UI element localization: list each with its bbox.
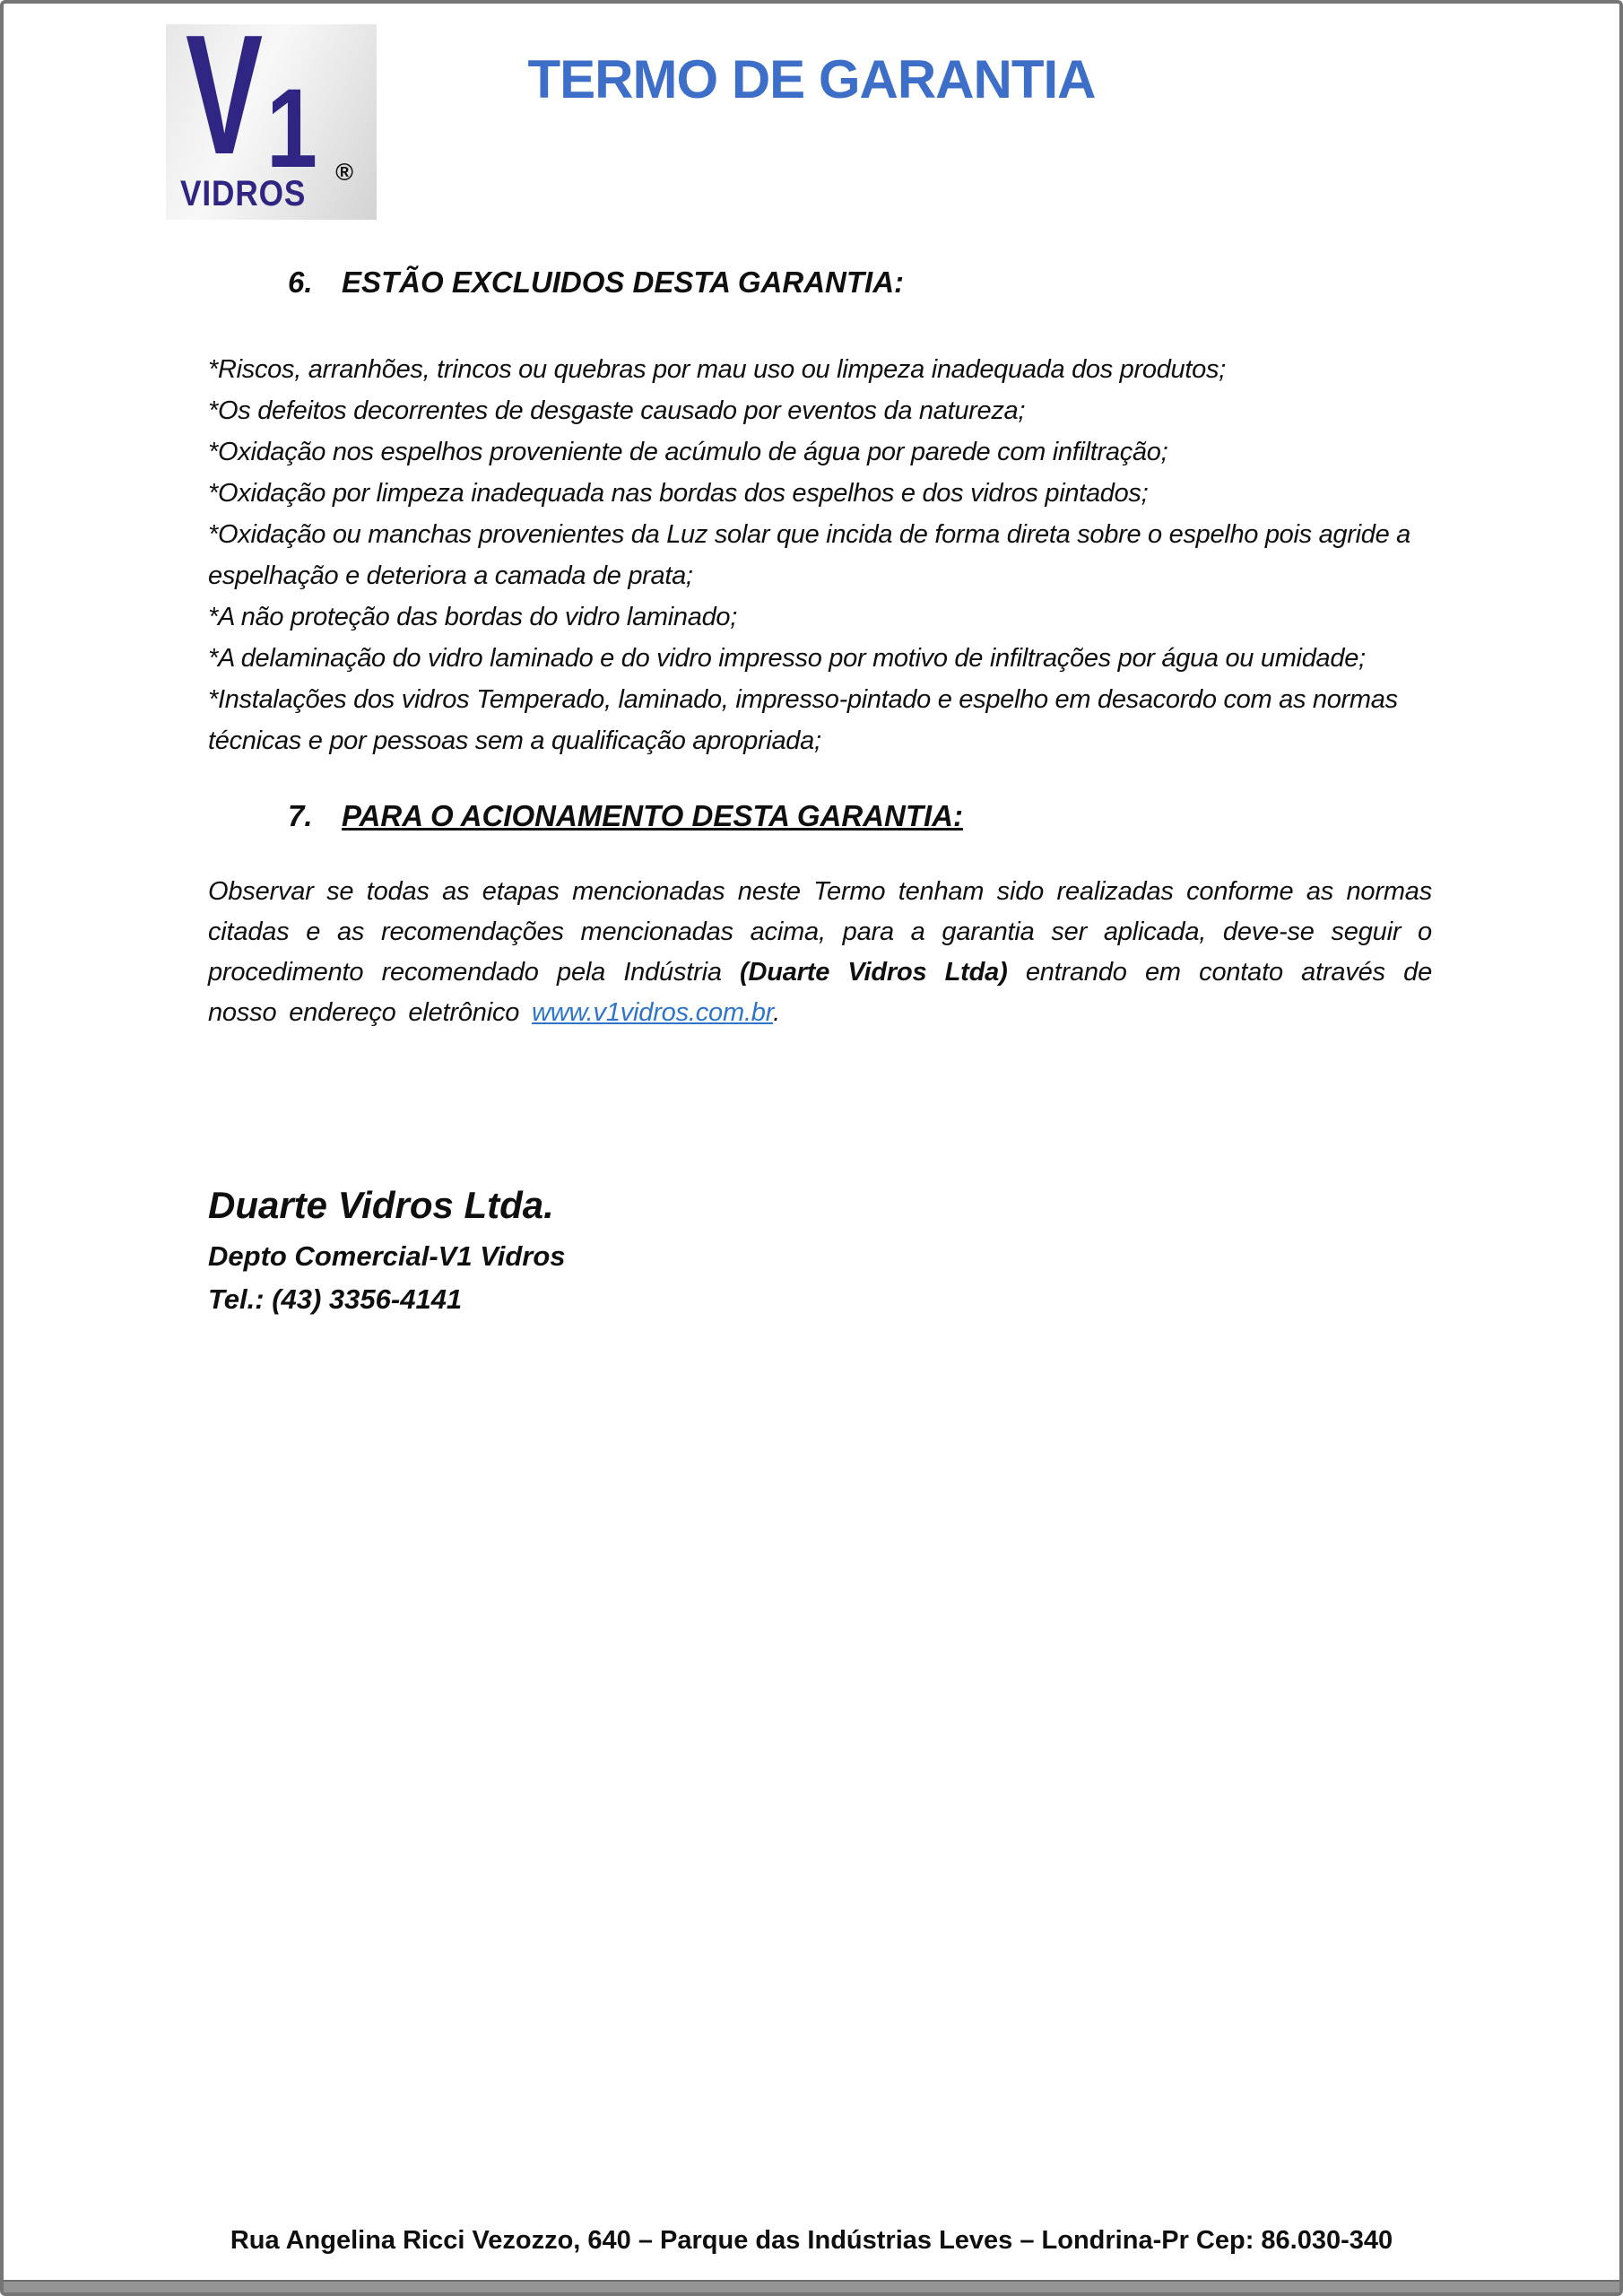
list-item: *Oxidação nos espelhos proveniente de acúmulo de água por parede com infiltração; — [208, 438, 1168, 466]
list-item: *Oxidação ou manchas provenientes da Luz solar que incida de forma direta sobre o espelho pois agride a espelhação e deteriora a camada de prata; — [208, 520, 1411, 590]
signature-block — [208, 1184, 566, 1317]
logo-v-glyph: V — [186, 0, 264, 190]
signature-company: Duarte Vidros Ltda. — [208, 1184, 554, 1226]
logo-one-glyph: 1 — [266, 66, 318, 191]
signature-dept: Depto Comercial-V1 Vidros — [208, 1240, 566, 1272]
list-item: *Os defeitos decorrentes de desgaste causado por eventos da natureza; — [208, 396, 1026, 425]
section-6-number: 6. — [288, 265, 313, 299]
list-item: *Riscos, arranhões, trincos ou quebras por mau uso ou limpeza inadequada dos produtos; — [208, 355, 1226, 384]
section-7-heading — [288, 799, 963, 833]
section-6-heading-text: ESTÃO EXCLUIDOS DESTA GARANTIA: — [342, 265, 905, 299]
list-item: *Oxidação por limpeza inadequada nas bordas dos espelhos e dos vidros pintados; — [208, 479, 1149, 508]
section-7-number: 7. — [288, 799, 313, 832]
website-link[interactable]: www.v1vidros.com.br — [532, 998, 774, 1027]
paragraph-text: Observar se todas as etapas mencionadas neste Termo tenham sido realizadas conforme as normas citadas e as recomendações mencionadas acima, para a garantia ser aplicada, deve-se seguir o procedimento recomendado pela Indústria — [208, 877, 1432, 987]
exclusion-list — [208, 349, 1432, 761]
page-title: TERMO DE GARANTIA — [527, 49, 1096, 109]
paragraph-text: entrando em contato através de nosso endereço eletrônico — [208, 958, 1432, 1027]
section-7-heading-text: PARA O ACIONAMENTO DESTA GARANTIA: — [342, 799, 963, 832]
list-item: *A delaminação do vidro laminado e do vidro impresso por motivo de infiltrações por água ou umidade; — [208, 644, 1366, 673]
page-bottom-bar — [4, 2280, 1619, 2292]
section-6-heading — [288, 265, 904, 300]
footer-address: Rua Angelina Ricci Vezozzo, 640 – Parque das Indústrias Leves – Londrina-Pr Cep: 86.030-340 — [230, 2226, 1393, 2255]
list-item: *A não proteção das bordas do vidro laminado; — [208, 603, 737, 631]
company-bold-text: (Duarte Vidros Ltda) — [740, 958, 1008, 987]
logo-brand-text: VIDROS — [180, 174, 307, 213]
paragraph-text: . — [773, 998, 780, 1027]
activation-paragraph — [208, 872, 1432, 1033]
registered-trademark-icon: ® — [335, 159, 353, 186]
list-item: *Instalações dos vidros Temperado, laminado, impresso-pintado e espelho em desacordo com as normas técnicas e por pessoas sem a qualificação apropriada; — [208, 685, 1398, 755]
signature-phone: Tel.: (43) 3356-4141 — [208, 1283, 463, 1315]
